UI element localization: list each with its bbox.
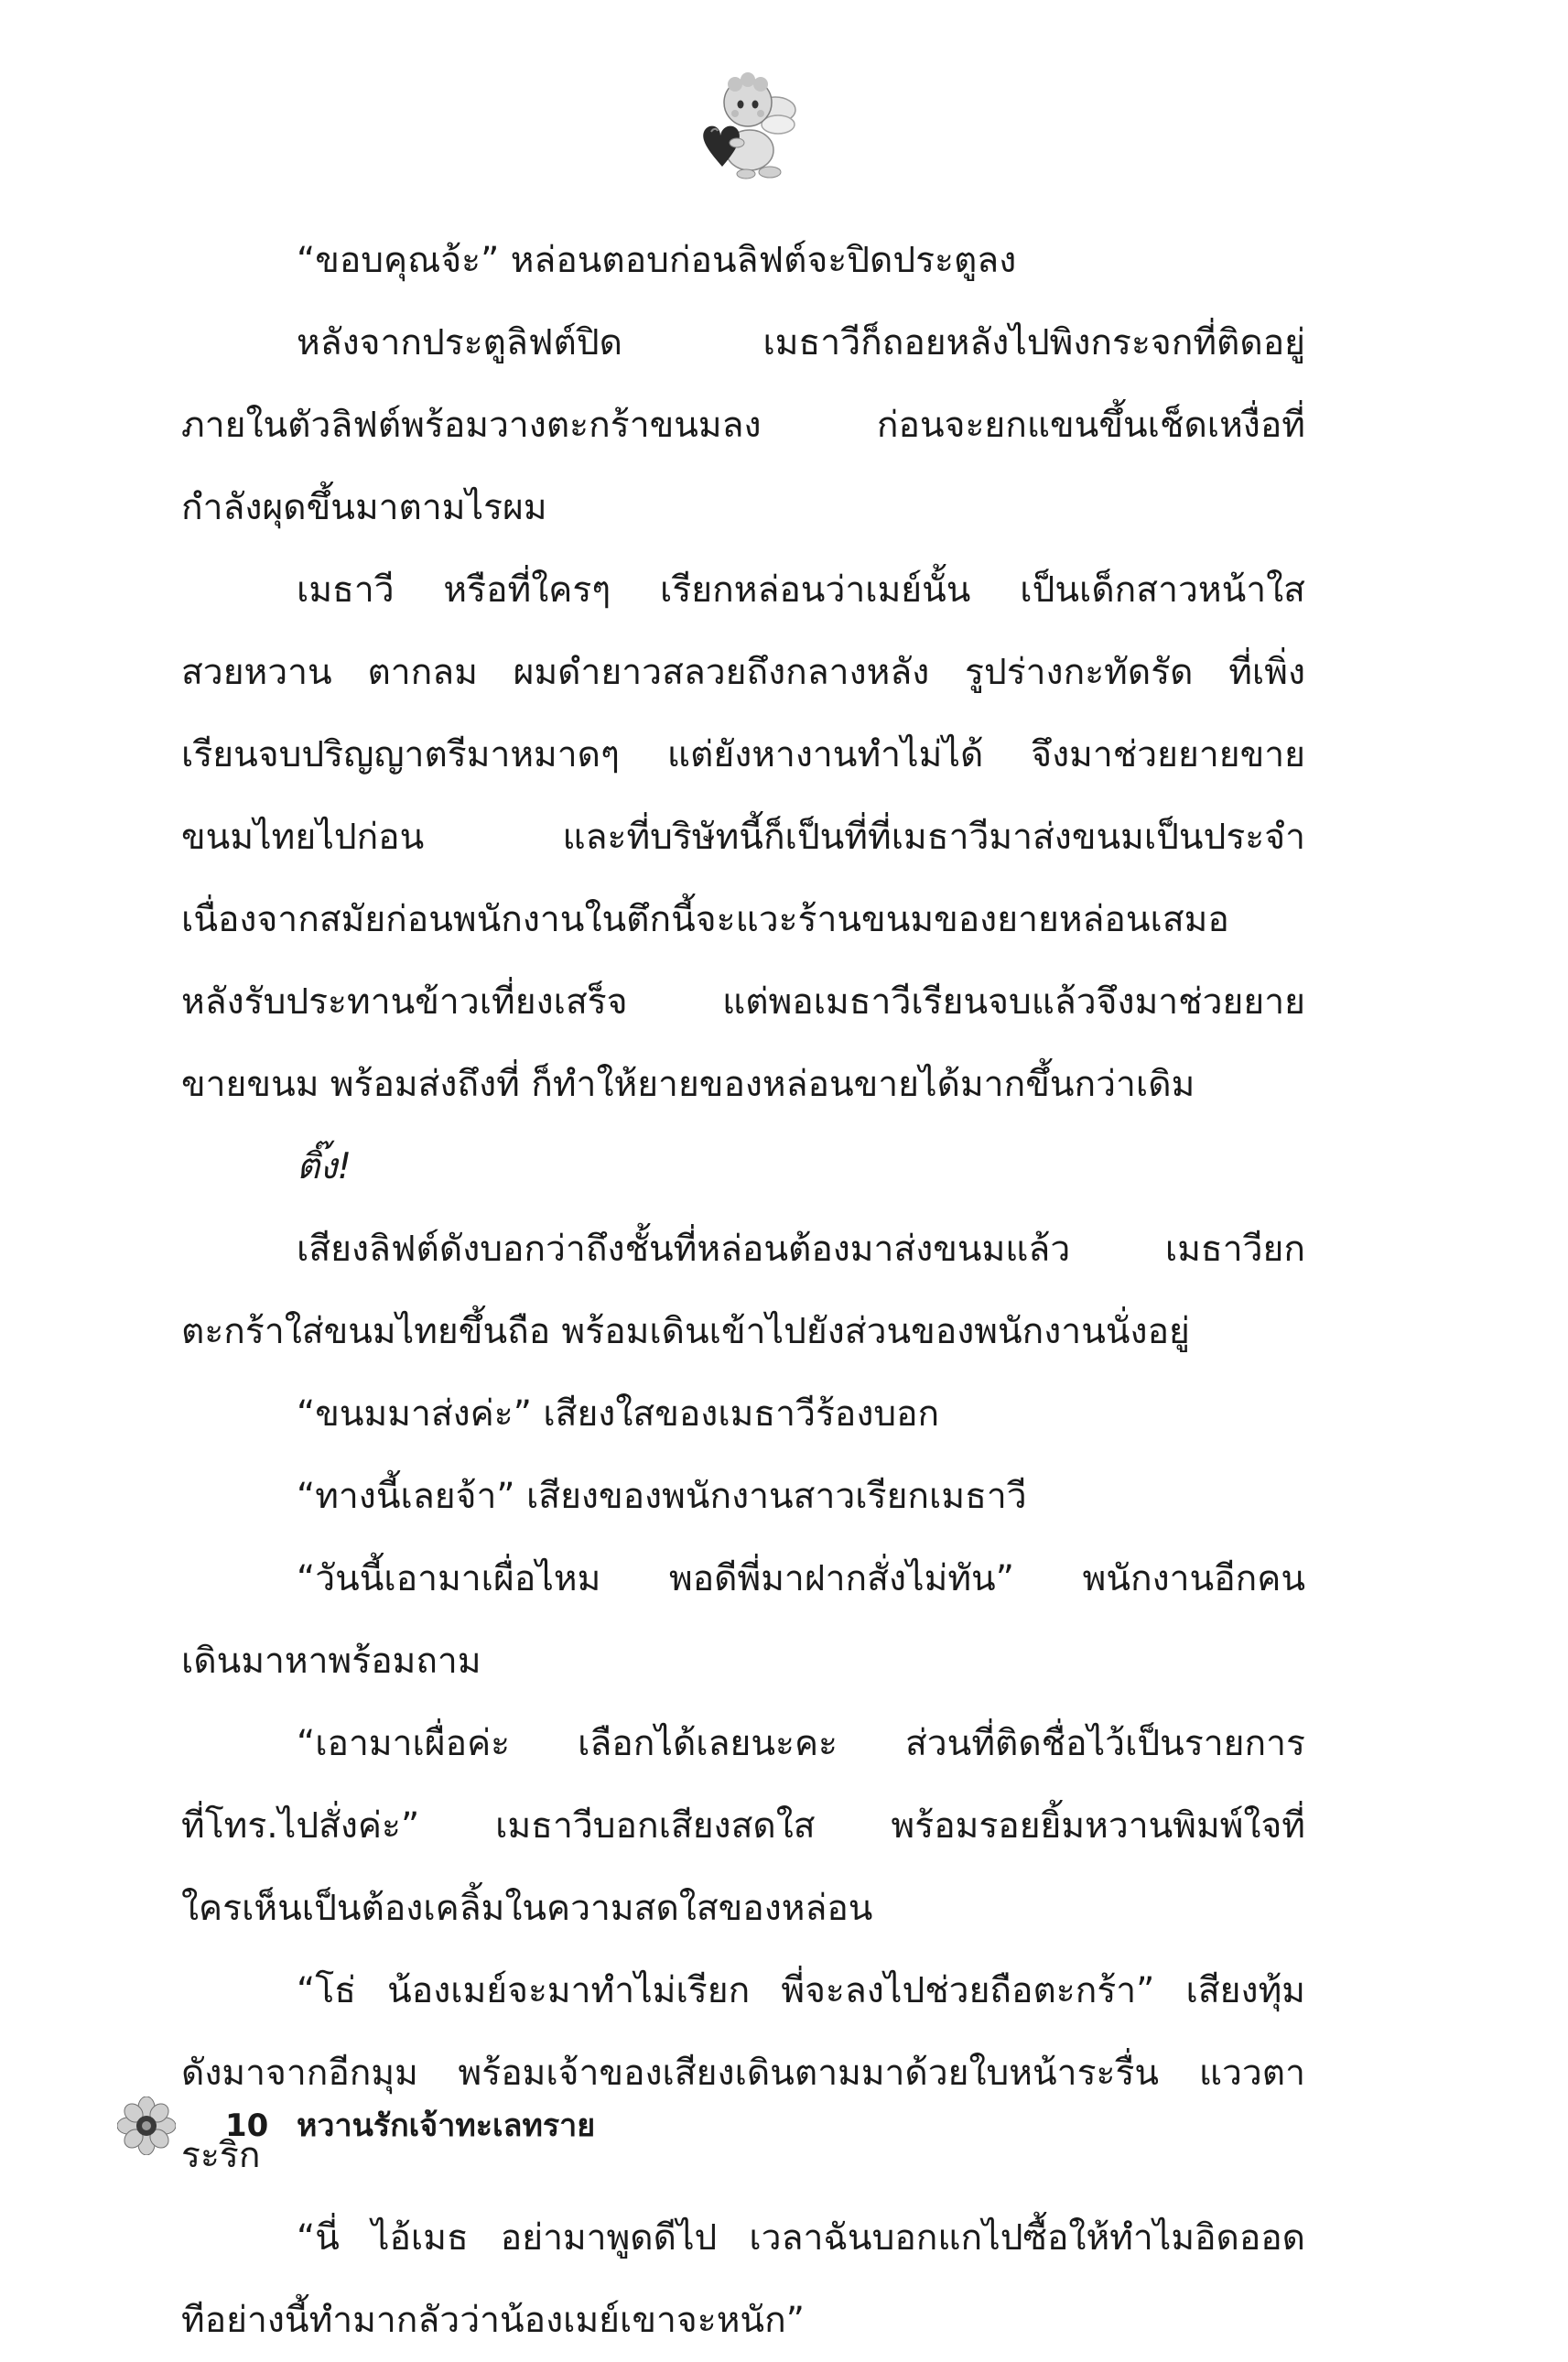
text-line: หลังรับประทานข้าวเที่ยงเสร็จ แต่พอเมธาวีเรียนจบแล้วจึงมาช่วยยาย — [181, 981, 1305, 1023]
text-line: ตะกร้าใส่ขนมไทยขึ้นถือ พร้อมเดินเข้าไปยังส่วนของพนักงานนั่งอยู่ — [181, 1311, 1190, 1352]
flower-icon — [117, 2097, 176, 2155]
text-line: ภายในตัวลิฟต์พร้อมวางตะกร้าขนมลง ก่อนจะยกแขนขึ้นเช็ดเหงื่อที่ — [181, 405, 1305, 446]
page-number: 10 — [225, 2107, 269, 2144]
text-line: ระริก — [181, 2135, 261, 2176]
text-line: เมธาวี หรือที่ใครๆ เรียกหล่อนว่าเมย์นั้น เป็นเด็กสาวหน้าใส — [297, 569, 1305, 611]
cherub-holding-heart-icon — [691, 66, 801, 185]
book-title: หวานรักเจ้าทะเลทราย — [297, 2107, 596, 2144]
text-line: “ทางนี้เลยจ้า” เสียงของพนักงานสาวเรียกเมธาวี — [297, 1476, 1027, 1517]
page-footer — [117, 2097, 941, 2155]
text-line: ขนมไทยไปก่อน และที่บริษัทนี้ก็เป็นที่ที่เมธาวีมาส่งขนมเป็นประจำ — [181, 817, 1305, 858]
text-line: เสียงลิฟต์ดังบอกว่าถึงชั้นที่หล่อนต้องมาส่งขนมแล้ว เมธาวียก — [297, 1229, 1305, 1270]
text-line: “ขอบคุณจ้ะ” หล่อนตอบก่อนลิฟต์จะปิดประตูลง — [297, 240, 1017, 281]
text-line: ที่โทร.ไปสั่งค่ะ” เมธาวีบอกเสียงสดใส พร้อมรอยยิ้มหวานพิมพ์ใจที่ — [181, 1805, 1305, 1847]
text-line: ขายขนม พร้อมส่งถึงที่ ก็ทำให้ยายของหล่อนขายได้มากขึ้นกว่าเดิม — [181, 1064, 1195, 1105]
text-line: “โธ่ น้องเมย์จะมาทำไม่เรียก พี่จะลงไปช่วยถือตะกร้า” เสียงทุ้ม — [297, 1970, 1305, 2011]
text-line: หลังจากประตูลิฟต์ปิด เมธาวีก็ถอยหลังไปพิงกระจกที่ติดอยู่ — [297, 322, 1305, 363]
text-line: กำลังผุดขึ้นมาตามไรผม — [181, 487, 547, 528]
text-line: “นี่ ไอ้เมธ อย่ามาพูดดีไป เวลาฉันบอกแกไปซื้อให้ทำไมอิดออด — [297, 2217, 1305, 2259]
text-line: “เอามาเผื่อค่ะ เลือกได้เลยนะคะ ส่วนที่ติดชื่อไว้เป็นรายการ — [297, 1723, 1305, 1764]
text-line: ทีอย่างนี้ทำมากลัวว่าน้องเมย์เขาจะหนัก” — [181, 2300, 805, 2341]
text-line: “ขนมมาส่งค่ะ” เสียงใสของเมธาวีร้องบอก — [297, 1393, 940, 1435]
text-line: “วันนี้เอามาเผื่อไหม พอดีพี่มาฝากสั่งไม่ทัน” พนักงานอีกคน — [297, 1558, 1305, 1599]
text-line: เรียนจบปริญญาตรีมาหมาดๆ แต่ยังหางานทำไม่ได้ จึงมาช่วยยายขาย — [181, 734, 1305, 775]
text-line: ดังมาจากอีกมุม พร้อมเจ้าของเสียงเดินตามมาด้วยใบหน้าระรื่น แววตา — [181, 2053, 1305, 2094]
text-line: เดินมาหาพร้อมถาม — [181, 1641, 481, 1682]
text-line: ใครเห็นเป็นต้องเคลิ้มในความสดใสของหล่อน — [181, 1888, 873, 1929]
body-text — [181, 220, 1305, 2362]
text-line: เนื่องจากสมัยก่อนพนักงานในตึกนี้จะแวะร้านขนมของยายหล่อนเสมอ — [181, 899, 1229, 940]
text-line: สวยหวาน ตากลม ผมดำยาวสลวยถึงกลางหลัง รูปร่างกะทัดรัด ที่เพิ่ง — [181, 652, 1305, 693]
text-line: ติ๊ง! — [297, 1146, 352, 1187]
